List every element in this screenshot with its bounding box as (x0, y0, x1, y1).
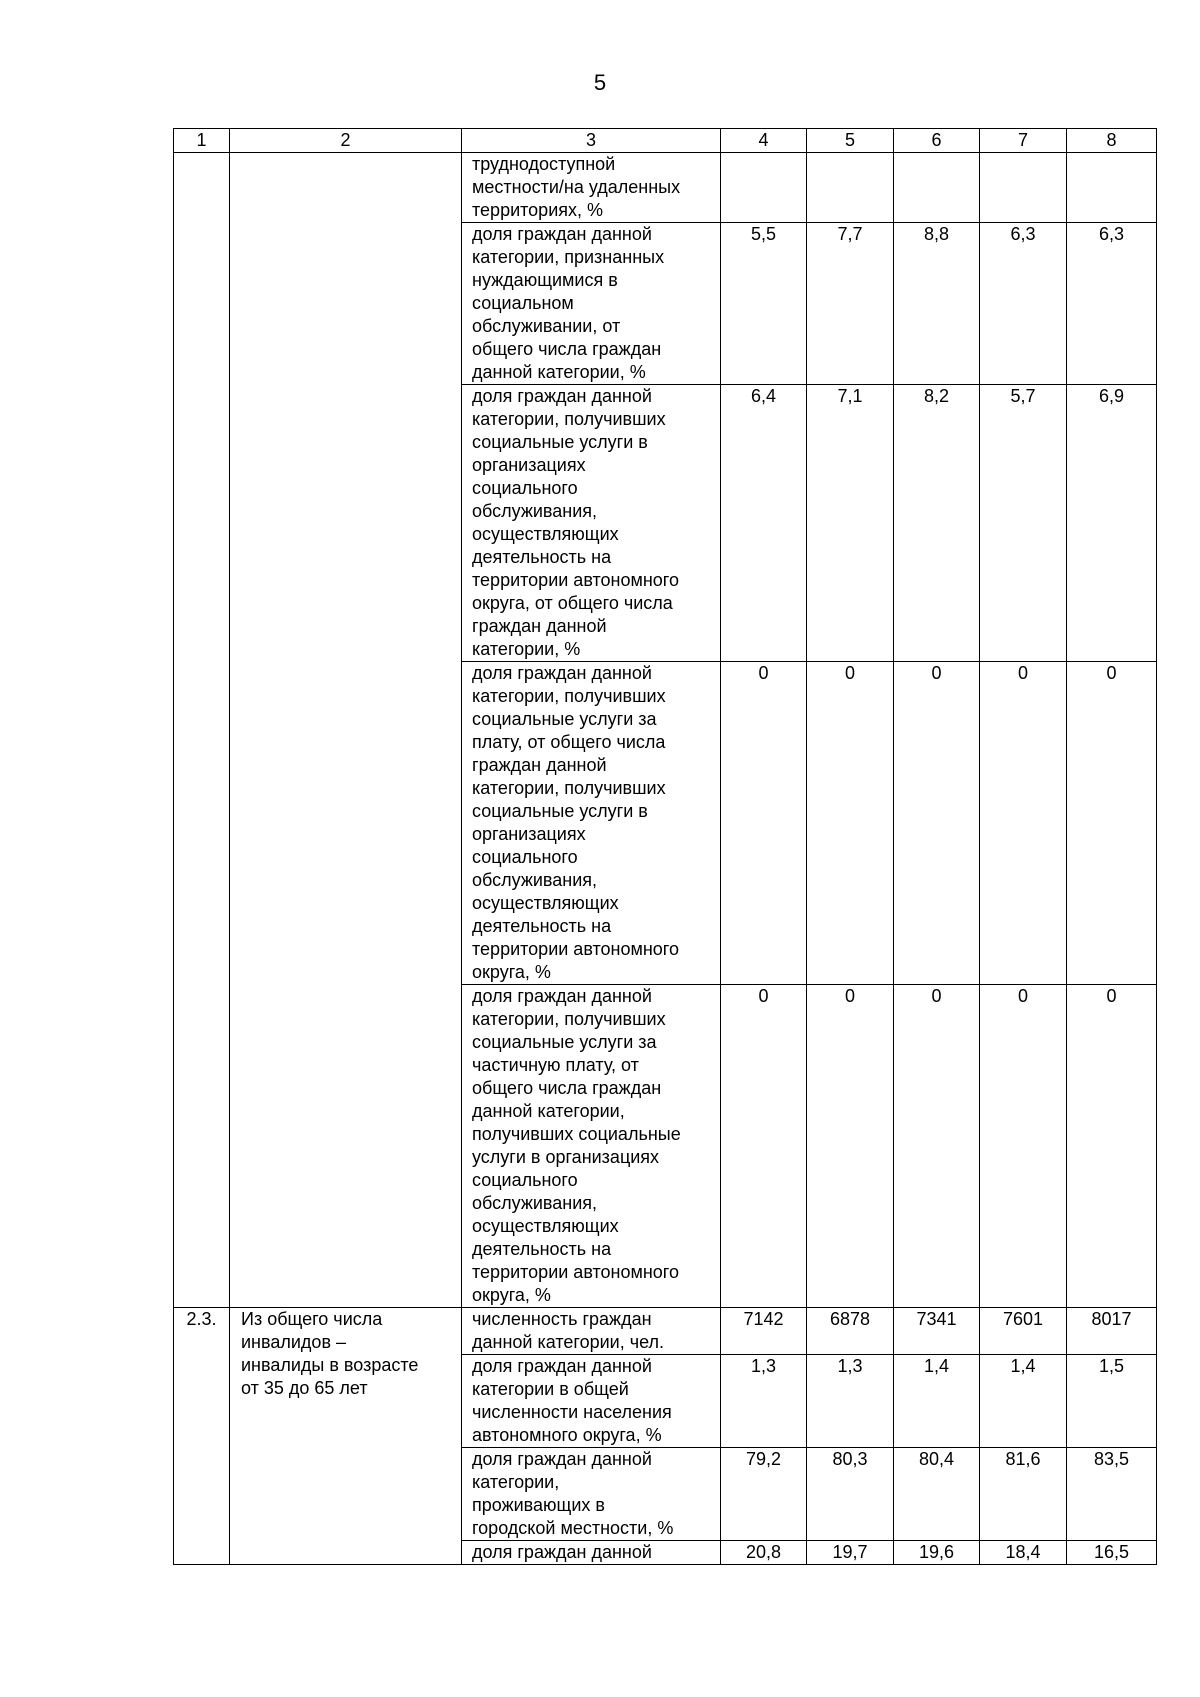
page-number: 5 (593, 70, 607, 95)
column-number: 4 (721, 129, 807, 153)
value-cell: 0 (1067, 985, 1157, 1308)
value-cell: 1,4 (894, 1355, 980, 1448)
text-line: обслуживания, (472, 870, 598, 890)
column-number: 3 (462, 129, 721, 153)
text-line: осуществляющих (472, 524, 619, 544)
text-line: деятельность на (472, 916, 612, 936)
text-line: категории, признанных (472, 247, 665, 267)
value-cell: 0 (807, 985, 894, 1308)
text-line: труднодоступной (472, 154, 616, 174)
value-cell (980, 153, 1067, 223)
text-line: обслуживании, от (472, 316, 621, 336)
value-cell (807, 153, 894, 223)
text-line: социальные услуги за (472, 1032, 657, 1052)
column-number-row (174, 129, 1157, 153)
value-cell: 6,3 (980, 223, 1067, 385)
text-line: численности населения (472, 1402, 672, 1422)
value-cell: 6,3 (1067, 223, 1157, 385)
text-line: городской местности, % (472, 1518, 674, 1538)
indicator-cell (462, 1308, 721, 1355)
text-line: доля граждан данной (472, 386, 652, 406)
column-number: 1 (174, 129, 230, 153)
value-cell: 1,3 (807, 1355, 894, 1448)
text-line: данной категории, % (472, 362, 646, 382)
text-line: автономного округа, % (472, 1425, 662, 1445)
text-line: общего числа граждан (472, 1078, 662, 1098)
text-line: территории автономного (472, 939, 679, 959)
section-number-cell: 2.3. (174, 1308, 230, 1565)
value-cell: 7341 (894, 1308, 980, 1355)
text-line: категории, получивших (472, 686, 666, 706)
value-cell: 0 (980, 985, 1067, 1308)
text-line: доля граждан данной (472, 1356, 652, 1376)
value-cell: 8,8 (894, 223, 980, 385)
value-cell: 7601 (980, 1308, 1067, 1355)
text-line: социального (472, 478, 578, 498)
section-title-cell (230, 1308, 462, 1565)
text-line: общего числа граждан (472, 339, 662, 359)
value-cell: 0 (721, 662, 807, 985)
indicator-cell (462, 1448, 721, 1541)
text-line: данной категории, (472, 1101, 625, 1121)
value-cell: 79,2 (721, 1448, 807, 1541)
text-line: получивших социальные (472, 1124, 681, 1144)
text-line: местности/на удаленных (472, 177, 681, 197)
value-cell: 0 (980, 662, 1067, 985)
value-cell: 19,7 (807, 1541, 894, 1565)
text-line: услуги в организациях (472, 1147, 660, 1167)
value-cell: 5,5 (721, 223, 807, 385)
text-line: категории, % (472, 639, 581, 659)
column-number: 6 (894, 129, 980, 153)
table-row (174, 153, 1157, 223)
text-line: округа, % (472, 1285, 551, 1305)
text-line: категории, получивших (472, 778, 666, 798)
value-cell (894, 153, 980, 223)
text-line: частичную плату, от (472, 1055, 639, 1075)
text-line: данной категории, чел. (472, 1332, 664, 1352)
section-number-cell (174, 153, 230, 1308)
column-number: 8 (1067, 129, 1157, 153)
indicators-table (173, 128, 1157, 1565)
text-line: плату, от общего числа (472, 732, 666, 752)
value-cell: 81,6 (980, 1448, 1067, 1541)
table-row (174, 1308, 1157, 1355)
value-cell: 5,7 (980, 385, 1067, 662)
text-line: категории, получивших (472, 1009, 666, 1029)
value-cell: 7,1 (807, 385, 894, 662)
value-cell: 16,5 (1067, 1541, 1157, 1565)
text-line: территории автономного (472, 570, 679, 590)
value-cell (1067, 153, 1157, 223)
text-line: округа, % (472, 962, 551, 982)
value-cell: 0 (894, 662, 980, 985)
text-line: организациях (472, 824, 586, 844)
value-cell: 1,3 (721, 1355, 807, 1448)
text-line: доля граждан данной (472, 1449, 652, 1469)
text-line: социального (472, 1170, 578, 1190)
value-cell: 20,8 (721, 1541, 807, 1565)
text-line: деятельность на (472, 547, 612, 567)
indicator-cell (462, 153, 721, 223)
text-line: инвалидов – (241, 1332, 347, 1352)
value-cell: 6878 (807, 1308, 894, 1355)
value-cell: 7,7 (807, 223, 894, 385)
text-line: обслуживания, (472, 1193, 598, 1213)
text-line: категории в общей (472, 1379, 629, 1399)
value-cell: 80,3 (807, 1448, 894, 1541)
value-cell: 0 (721, 985, 807, 1308)
value-cell: 7142 (721, 1308, 807, 1355)
column-number: 5 (807, 129, 894, 153)
text-line: доля граждан данной (472, 986, 652, 1006)
text-line: от 35 до 65 лет (241, 1378, 368, 1398)
text-line: нуждающимися в (472, 270, 618, 290)
text-line: осуществляющих (472, 1216, 619, 1236)
indicator-cell (462, 385, 721, 662)
text-line: социальном (472, 293, 574, 313)
text-line: инвалиды в возрасте (241, 1355, 419, 1375)
value-cell: 0 (894, 985, 980, 1308)
value-cell: 1,5 (1067, 1355, 1157, 1448)
indicator-cell (462, 985, 721, 1308)
indicator-cell (462, 1541, 721, 1565)
value-cell: 1,4 (980, 1355, 1067, 1448)
indicator-cell (462, 662, 721, 985)
value-cell: 8,2 (894, 385, 980, 662)
indicator-cell (462, 223, 721, 385)
value-cell: 18,4 (980, 1541, 1067, 1565)
text-line: граждан данной (472, 755, 607, 775)
text-line: категории, получивших (472, 409, 666, 429)
value-cell: 0 (1067, 662, 1157, 985)
text-line: граждан данной (472, 616, 607, 636)
text-line: социальные услуги в (472, 432, 648, 452)
value-cell: 8017 (1067, 1308, 1157, 1355)
column-number: 7 (980, 129, 1067, 153)
value-cell: 80,4 (894, 1448, 980, 1541)
text-line: численность граждан (472, 1309, 652, 1329)
value-cell: 6,4 (721, 385, 807, 662)
text-line: категории, (472, 1472, 560, 1492)
value-cell: 0 (807, 662, 894, 985)
section-title-cell (230, 153, 462, 1308)
column-number: 2 (230, 129, 462, 153)
text-line: социальные услуги за (472, 709, 657, 729)
text-line: территории автономного (472, 1262, 679, 1282)
text-line: осуществляющих (472, 893, 619, 913)
text-line: социальные услуги в (472, 801, 648, 821)
text-line: социального (472, 847, 578, 867)
value-cell: 6,9 (1067, 385, 1157, 662)
value-cell: 19,6 (894, 1541, 980, 1565)
text-line: организациях (472, 455, 586, 475)
text-line: деятельность на (472, 1239, 612, 1259)
text-line: обслуживания, (472, 501, 598, 521)
text-line: проживающих в (472, 1495, 605, 1515)
indicator-cell (462, 1355, 721, 1448)
text-line: доля граждан данной (472, 224, 652, 244)
text-line: округа, от общего числа (472, 593, 673, 613)
value-cell (721, 153, 807, 223)
text-line: доля граждан данной (472, 663, 652, 683)
value-cell: 83,5 (1067, 1448, 1157, 1541)
text-line: территориях, % (472, 200, 604, 220)
text-line: доля граждан данной (472, 1542, 652, 1562)
text-line: Из общего числа (241, 1309, 383, 1329)
